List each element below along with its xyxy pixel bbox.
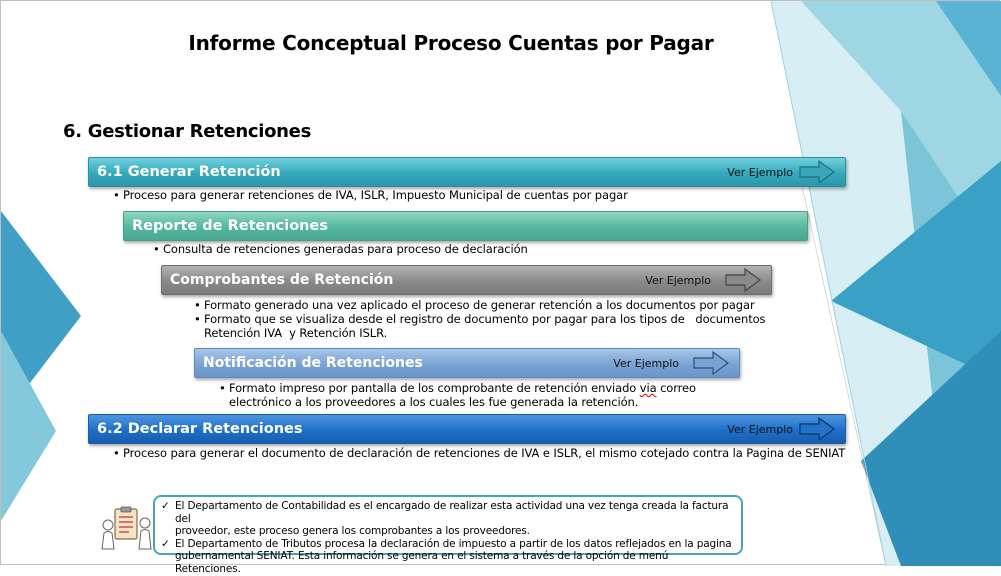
generar-retencion-bar[interactable] bbox=[88, 157, 846, 187]
note-2-line-1: El Departamento de Tributos procesa la declaración de impuesto a partir de los datos reflejados en la pagina bbox=[175, 537, 732, 550]
notificacion-retenciones-label: Notificación de Retenciones bbox=[203, 355, 423, 371]
comprobantes-bullet-2b: Retención IVA y Retención ISLR. bbox=[204, 326, 388, 340]
reporte-retenciones-label: Reporte de Retenciones bbox=[132, 218, 328, 234]
notes-box bbox=[153, 495, 743, 575]
right-arrow-icon[interactable] bbox=[725, 268, 761, 292]
reporte-bullet bbox=[153, 242, 528, 256]
generar-ver-ejemplo-link[interactable]: Ver Ejemplo bbox=[727, 165, 793, 179]
generar-bullet bbox=[113, 188, 628, 202]
note-1-line-2: proveedor, este proceso genera los comprobantes a los proveedores. bbox=[175, 525, 530, 538]
check-icon: ✓ bbox=[161, 537, 170, 550]
reporte-bullet-text: Consulta de retenciones generadas para proceso de declaración bbox=[163, 242, 528, 256]
declarar-retenciones-label: 6.2 Declarar Retenciones bbox=[97, 421, 303, 437]
right-arrow-icon[interactable] bbox=[799, 160, 835, 184]
section-heading: 6. Gestionar Retenciones bbox=[63, 121, 312, 142]
bullet-icon: • bbox=[153, 242, 160, 256]
reporte-retenciones-bar[interactable] bbox=[123, 211, 808, 241]
declarar-bullet bbox=[113, 446, 845, 460]
note-1-line-1: El Departamento de Contabilidad es el encargado de realizar esta actividad una vez tenga creada la factura del bbox=[175, 500, 729, 525]
comprobantes-retencion-bar[interactable] bbox=[161, 265, 772, 295]
note-2-line-2: gubernamental SENIAT. Esta información se genera en el sistema a través de la opción de menú Retenciones. bbox=[175, 550, 669, 575]
generar-retencion-label: 6.1 Generar Retención bbox=[97, 164, 281, 180]
comprobantes-retencion-label: Comprobantes de Retención bbox=[170, 272, 394, 288]
note-item bbox=[161, 538, 735, 576]
bullet-icon: • bbox=[194, 298, 201, 312]
right-arrow-icon[interactable] bbox=[799, 417, 835, 441]
declarar-bullet-text: Proceso para generar el documento de declaración de retenciones de IVA e ISLR, el mismo cotejado contra la Pagina de SENIAT bbox=[123, 446, 846, 460]
comprobantes-bullets bbox=[194, 298, 765, 340]
notificacion-ver-ejemplo-link[interactable]: Ver Ejemplo bbox=[613, 356, 679, 370]
notificacion-bullet-1a: Formato impreso por pantalla de los comprobante de retención enviado bbox=[229, 381, 640, 395]
comprobantes-bullet-2a: Formato que se visualiza desde el registro de documento por pagar para los tipos de documentos bbox=[204, 312, 766, 326]
bullet-icon: • bbox=[194, 312, 201, 326]
bullet-icon: • bbox=[113, 188, 120, 202]
bullet-icon: • bbox=[219, 381, 226, 395]
declarar-ver-ejemplo-link[interactable]: Ver Ejemplo bbox=[727, 422, 793, 436]
comprobantes-bullet-1: Formato generado una vez aplicado el proceso de generar retención a los documentos por pagar bbox=[204, 298, 755, 312]
bullet-icon: • bbox=[113, 446, 120, 460]
check-icon: ✓ bbox=[161, 500, 170, 512]
declarar-retenciones-bar[interactable] bbox=[88, 414, 846, 444]
notificacion-bullet-via: via bbox=[639, 381, 657, 395]
right-arrow-icon[interactable] bbox=[693, 351, 729, 375]
note-item bbox=[161, 500, 735, 538]
generar-bullet-text: Proceso para generar retenciones de IVA, ISLR, Impuesto Municipal de cuentas por pagar bbox=[123, 188, 628, 202]
notificacion-retenciones-bar[interactable] bbox=[194, 348, 740, 378]
comprobantes-ver-ejemplo-link[interactable]: Ver Ejemplo bbox=[645, 273, 711, 287]
slide-title: Informe Conceptual Proceso Cuentas por Pagar bbox=[188, 31, 714, 55]
notificacion-bullet-1b: correo bbox=[656, 381, 696, 395]
notificacion-bullet-2: electrónico a los proveedores a los cuales les fue generada la retención. bbox=[229, 395, 639, 409]
notificacion-bullets bbox=[219, 381, 696, 409]
clipboard-people-icon bbox=[101, 505, 153, 551]
